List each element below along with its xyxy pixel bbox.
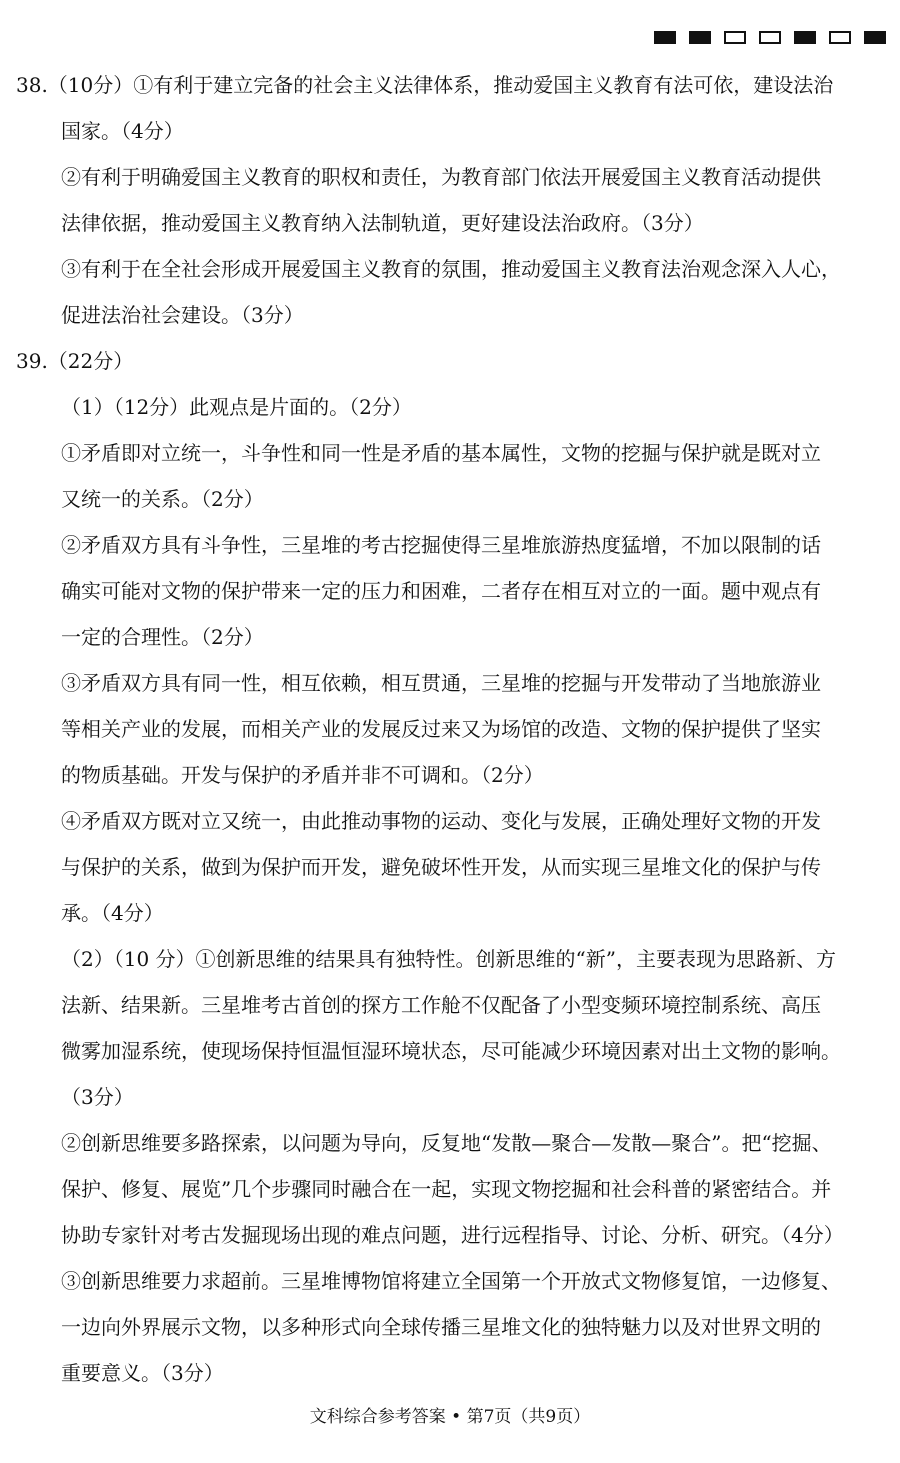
answer-line: ②矛盾双方具有斗争性，三星堆的考古挖掘使得三星堆旅游热度猛增，不加以限制的话: [61, 533, 821, 557]
answer-line: 促进法治社会建设。（3分）: [61, 303, 304, 327]
answer-line: ③矛盾双方具有同一性，相互依赖，相互贯通，三星堆的挖掘与开发带动了当地旅游业: [61, 671, 821, 695]
answer-content: [16, 62, 886, 1396]
answer-line: （2）（10 分）①创新思维的结果具有独特性。创新思维的“新”，主要表现为思路新、方: [61, 947, 836, 971]
filled-square-mark: [864, 31, 886, 44]
answer-line: 确实可能对文物的保护带来一定的压力和困难，二者存在相互对立的一面。题中观点有: [61, 579, 821, 603]
answer-line: 39.（22分）: [16, 349, 134, 373]
filled-square-mark: [689, 31, 711, 44]
header-marks: [654, 31, 886, 44]
page-footer: 文科综合参考答案 • 第7页（共9页）: [309, 1407, 591, 1427]
answer-line: 的物质基础。开发与保护的矛盾并非不可调和。（2分）: [61, 763, 544, 787]
answer-line: 一定的合理性。（2分）: [61, 625, 264, 649]
answer-line: 承。（4分）: [61, 901, 164, 925]
answer-line: ③有利于在全社会形成开展爱国主义教育的氛围，推动爱国主义教育法治观念深入人心，: [61, 257, 841, 281]
answer-line: （3分）: [61, 1085, 134, 1109]
answer-line: ③创新思维要力求超前。三星堆博物馆将建立全国第一个开放式文物修复馆，一边修复、: [61, 1269, 841, 1293]
empty-square-mark: [759, 31, 781, 44]
answer-line: 法律依据，推动爱国主义教育纳入法制轨道，更好建设法治政府。（3分）: [61, 211, 704, 235]
answer-line: 微雾加湿系统，使现场保持恒温恒湿环境状态，尽可能减少环境因素对出土文物的影响。: [61, 1039, 841, 1063]
answer-line: ④矛盾双方既对立又统一，由此推动事物的运动、变化与发展，正确处理好文物的开发: [61, 809, 821, 833]
answer-line: 与保护的关系，做到为保护而开发，避免破坏性开发，从而实现三星堆文化的保护与传: [61, 855, 821, 879]
filled-square-mark: [654, 31, 676, 44]
answer-line: ①矛盾即对立统一，斗争性和同一性是矛盾的基本属性，文物的挖掘与保护就是既对立: [61, 441, 821, 465]
answer-line: ②创新思维要多路探索，以问题为导向，反复地“发散—聚合—发散—聚合”。把“挖掘、: [61, 1131, 832, 1155]
answer-line: 法新、结果新。三星堆考古首创的探方工作舱不仅配备了小型变频环境控制系统、高压: [61, 993, 821, 1017]
answer-line: 协助专家针对考古发掘现场出现的难点问题，进行远程指导、讨论、分析、研究。（4分）: [61, 1223, 844, 1247]
empty-square-mark: [829, 31, 851, 44]
answer-line: 一边向外界展示文物，以多种形式向全球传播三星堆文化的独特魅力以及对世界文明的: [61, 1315, 821, 1339]
answer-line: （1）（12分）此观点是片面的。（2分）: [61, 395, 412, 419]
answer-line: 等相关产业的发展，而相关产业的发展反过来又为场馆的改造、文物的保护提供了坚实: [61, 717, 821, 741]
answer-line: 又统一的关系。（2分）: [61, 487, 264, 511]
empty-square-mark: [724, 31, 746, 44]
answer-line: 国家。（4分）: [61, 119, 184, 143]
answer-line: ②有利于明确爱国主义教育的职权和责任，为教育部门依法开展爱国主义教育活动提供: [61, 165, 821, 189]
answer-line: 保护、修复、展览”几个步骤同时融合在一起，实现文物挖掘和社会科普的紧密结合。并: [61, 1177, 832, 1201]
answer-line: 重要意义。（3分）: [61, 1361, 224, 1385]
answer-line: 38.（10分）①有利于建立完备的社会主义法律体系，推动爱国主义教育有法可依，建设法治: [16, 73, 834, 97]
filled-square-mark: [794, 31, 816, 44]
